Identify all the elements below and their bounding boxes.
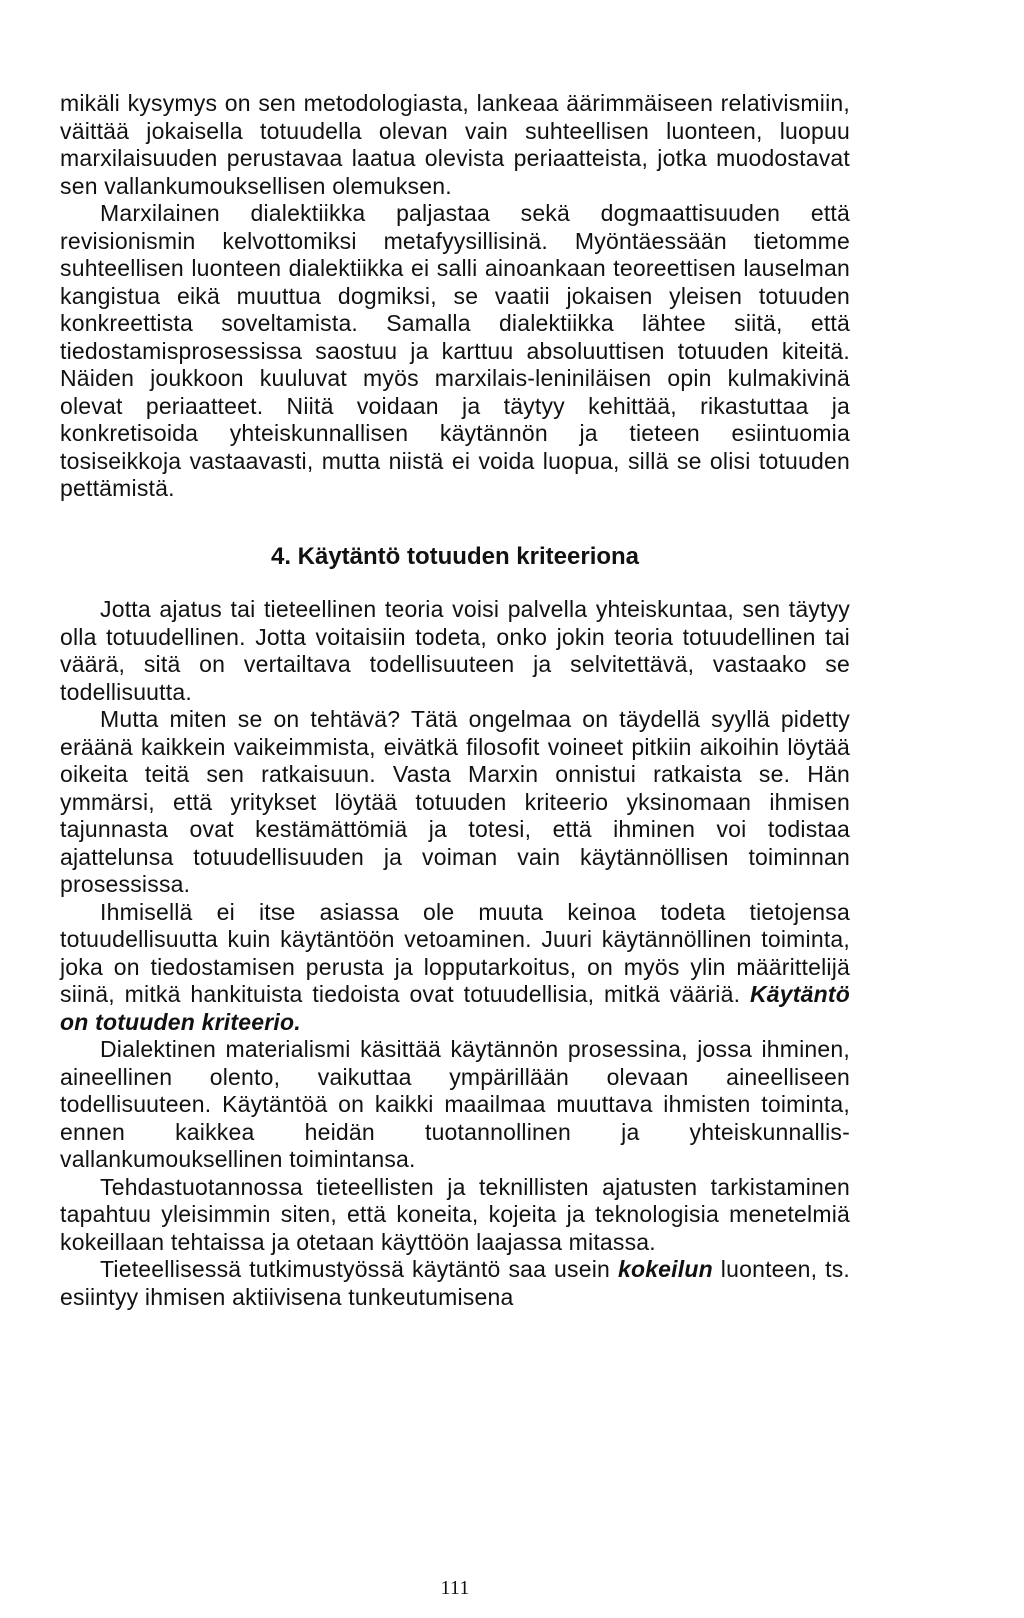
document-page [60,90,851,1599]
paragraph-4: Mutta miten se on tehtävä? Tätä ongelmaa on täydellä syyllä pidetty eräänä kaikkein vaikeimmista, eivätkä filosofit voineet pitkiin aikoihin löytää oikeita teitä sen ratkaisuun. Vasta Marxin onnistui ratkaista se. Hän ymmärsi, että yritykset löytää totuuden kriteerio yksinomaan ihmisen tajunnasta ovat kestämättömiä ja totesi, että ihminen voi todistaa ajattelunsa totuudellisuuden ja voiman vain käytännöllisen toiminnan prosessissa. [60,706,850,897]
paragraph-5 [60,899,850,1037]
section-title: Käytäntö totuuden kriteeriona [297,542,640,570]
paragraph-3: Jotta ajatus tai tieteellinen teoria voisi palvella yhteiskuntaa, sen täytyy olla totuudellinen. Jotta voitaisiin todeta, onko jokin teoria totuudellinen tai väärä, sitä on vertailtava todellisuuteen ja selvitettävä, vastaako se todellisuutta. [60,596,850,705]
paragraph-8-emphasis: kokeilun [617,1256,713,1282]
page-number: 111 [440,1577,470,1599]
paragraph-6: Dialektinen materialismi käsittää käytännön prosessina, jossa ihminen, aineellinen olento, vaikuttaa ympärillään olevaan aineelliseen todellisuuteen. Käytäntöä on kaikki maailmaa muuttava ihmisten toiminta, ennen kaikkea heidän tuotannollinen ja yhteiskunnallis-vallankumouksellinen toimintansa. [60,1036,850,1172]
paragraph-7: Tehdastuotannossa tieteellisten ja teknillisten ajatusten tarkistaminen tapahtuu yleisimmin siten, että koneita, kojeita ja teknologisia menetelmiä kokeillaan tehtaissa ja otetaan käyttöön laajassa mitassa. [60,1173,850,1255]
paragraph-8-tail: luonteen, ts. esiintyy ihmisen aktiivisena tunkeutumisena [60,1256,851,1310]
paragraph-8 [60,1256,850,1311]
paragraph-2: Marxilainen dialektiikka paljastaa sekä dogmaattisuuden että revisionismin kelvottomiksi metafyysillisinä. Myöntäessään tietomme suhteellisen luonteen dialektiikka ei salli ainoankaan teoreettisen lauselman kangistua eikä muuttua dogmiksi, se vaatii jokaisen yleisen totuuden konkreettista soveltamista. Samalla dialektiikka lähtee siitä, että tiedostamisprosessissa saostuu ja karttuu absoluuttisen totuuden kiteitä. Näiden joukkoon kuuluvat myös marxilais-leniniläisen opin kulmakivinä olevat periaatteet. Niitä voidaan ja täytyy kehittää, rikastuttaa ja konkretisoida yhteiskunnallisen käytännön ja tieteen esiintuomia tosiseikkoja vastaavasti, mutta niistä ei voida luopua, sillä se olisi totuuden pettämistä. [60,200,850,501]
paragraph-8-text: Tieteellisessä tutkimustyössä käytäntö saa usein [100,1256,611,1282]
section-number: 4. [270,542,291,570]
paragraph-5-emphasis: Käytäntö on totuuden kriteerio. [60,981,850,1035]
paragraph-1: mikäli kysymys on sen metodologiasta, lankeaa äärimmäiseen relativismiin, väittää jokaisella totuudella olevan vain suhteellisen luonteen, luopuu marxilaisuuden perustavaa laatua olevista periaatteista, jotka muodostavat sen vallankumouksellisen olemuksen. [60,90,850,199]
paragraph-5-text: Ihmisellä ei itse asiassa ole muuta keinoa todeta tietojensa totuudellisuutta kuin käytäntöön vetoaminen. Juuri käytännöllinen toiminta, joka on tiedostamisen perusta ja lopputarkoitus, on myös ylin määrittelijä siinä, mitkä hankituista tiedoista ovat totuudellisia, mitkä vääriä. [60,898,850,1007]
section-heading [60,543,850,571]
